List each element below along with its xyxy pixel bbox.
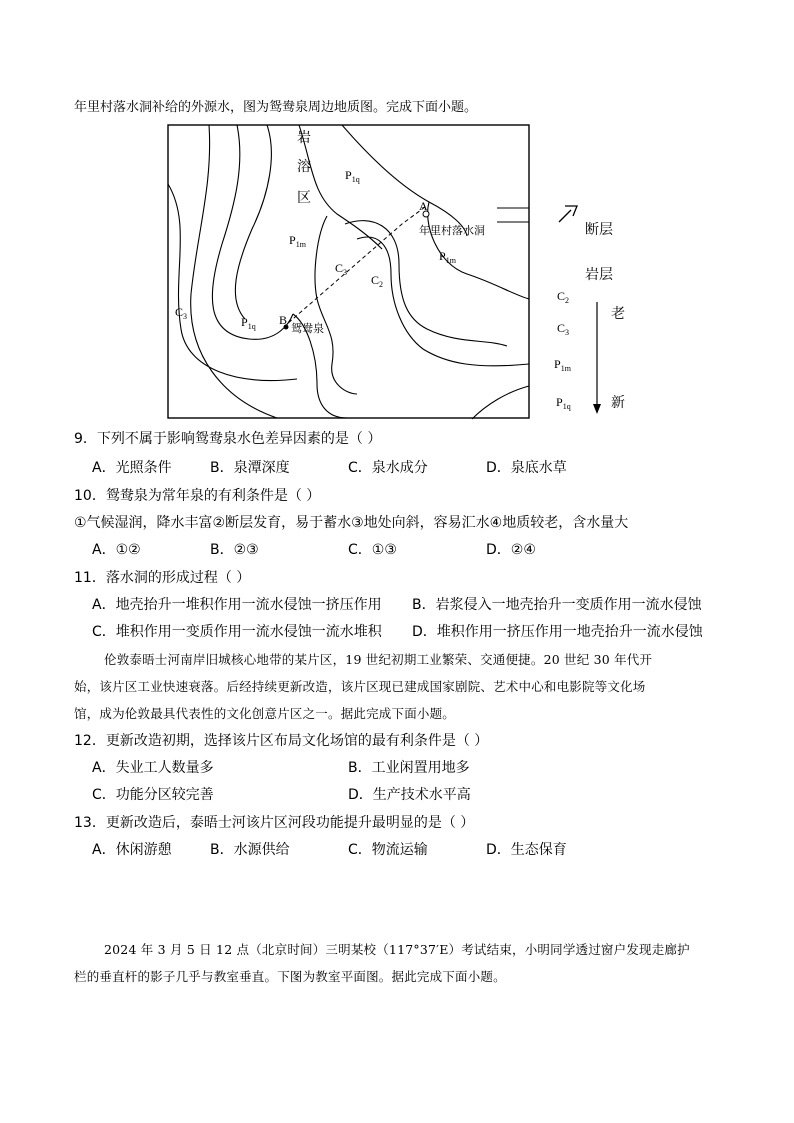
q9-option-b[interactable]: B．泉潭深度 bbox=[210, 460, 290, 476]
boundary-line bbox=[315, 216, 357, 394]
q10-conditions: ①气候湿润，降水丰富②断层发育，易于蓄水③地处向斜，容易汇水④地质较老，含水量大 bbox=[74, 515, 629, 531]
q11-option-c[interactable]: C．堆积作用一变质作用一流水侵蚀一流水堆积 bbox=[92, 624, 382, 640]
boundary-line bbox=[212, 125, 293, 339]
legend-fault-label: 断层 bbox=[585, 223, 613, 238]
geological-map bbox=[167, 124, 627, 420]
label-p1m-right: $P_{1m}$ bbox=[439, 249, 456, 265]
q11-option-b[interactable]: B．岩浆侵入一地壳抬升一变质作用一流水侵蚀 bbox=[412, 597, 702, 613]
a-b-dashed-line bbox=[287, 207, 425, 324]
q11-option-a[interactable]: A．地壳抬升一堆积作用一流水侵蚀一挤压作用 bbox=[92, 597, 382, 613]
q10-option-b[interactable]: B．②③ bbox=[210, 542, 259, 558]
karst-label-1: 岩 bbox=[297, 131, 311, 146]
label-p1q-bottom: $P_{1q}$ bbox=[241, 315, 256, 331]
q13-option-c[interactable]: C．物流运输 bbox=[348, 842, 428, 858]
q11-stem: 11．落水洞的形成过程（ ） bbox=[74, 570, 251, 586]
legend-new-label: 新 bbox=[611, 396, 625, 411]
passage2-line-2: 始，该片区工业快速衰落。后经持续更新改造，该片区现已建成国家剧院、艺术中心和电影院等文化场 bbox=[74, 679, 646, 694]
passage2-line-3: 馆，成为伦敦最具代表性的文化创意片区之一。据此完成下面小题。 bbox=[74, 706, 456, 721]
label-point-a: A bbox=[419, 199, 428, 213]
q10-option-d[interactable]: D．②④ bbox=[486, 542, 536, 558]
intro-line: 年里村落水洞补给的外源水，图为鸳鸯泉周边地质图。完成下面小题。 bbox=[74, 100, 478, 115]
label-p1m-left: $P_{1m}$ bbox=[289, 233, 306, 249]
q13-option-d[interactable]: D．生态保育 bbox=[486, 842, 567, 858]
q9-option-c[interactable]: C．泉水成分 bbox=[348, 460, 428, 476]
q9-option-a[interactable]: A．光照条件 bbox=[92, 460, 172, 476]
q11-option-d[interactable]: D．堆积作用一挤压作用一地壳抬升一流水侵蚀 bbox=[412, 624, 703, 640]
karst-label-3: 区 bbox=[297, 191, 311, 206]
q13-stem: 13．更新改造后，泰晤士河该片区河段功能提升最明显的是（ ） bbox=[74, 815, 475, 831]
fault-legend-line bbox=[559, 210, 571, 222]
q12-stem: 12．更新改造初期，选择该片区布局文化场馆的最有利条件是（ ） bbox=[74, 733, 489, 749]
q10-option-a[interactable]: A．①② bbox=[92, 542, 141, 558]
legend-item-c3: $C_3$ bbox=[557, 321, 570, 337]
boundary-line bbox=[168, 184, 297, 381]
legend-strata-label: 岩层 bbox=[585, 268, 613, 283]
label-c3-left: $C_3$ bbox=[175, 305, 188, 321]
passage3-line-2: 栏的垂直杆的影子几乎与教室垂直。下图为教室平面图。据此完成下面小题。 bbox=[74, 969, 506, 984]
q13-option-b[interactable]: B．水源供给 bbox=[210, 842, 290, 858]
q13-option-a[interactable]: A．休闲游憩 bbox=[92, 842, 172, 858]
q12-option-d[interactable]: D．生产技术水平高 bbox=[348, 787, 471, 803]
boundary-line bbox=[345, 221, 507, 346]
q9-stem: 9．下列不属于影响鸳鸯泉水色差异因素的是（ ） bbox=[74, 431, 382, 447]
q10-stem: 10．鸳鸯泉为常年泉的有利条件是（ ） bbox=[74, 488, 321, 504]
legend-item-p1m: $P_{1m}$ bbox=[554, 357, 571, 373]
boundary-line bbox=[342, 125, 467, 236]
age-arrow-head bbox=[593, 404, 601, 414]
q9-option-d[interactable]: D．泉底水草 bbox=[486, 460, 567, 476]
boundary-line bbox=[235, 125, 271, 319]
boundary-line bbox=[299, 125, 382, 249]
label-point-b: B bbox=[279, 313, 288, 327]
boundary-line bbox=[191, 125, 277, 418]
q12-option-c[interactable]: C．功能分区较完善 bbox=[92, 787, 214, 803]
label-c2: $C_2$ bbox=[371, 273, 384, 289]
passage3-line-1: 2024 年 3 月 5 日 12 点（北京时间）三明某校（117°37′E）考试结束，小明同学透过窗户发现走廊护 bbox=[104, 942, 690, 957]
label-p1q-top: $P_{1q}$ bbox=[345, 168, 360, 184]
q10-option-c[interactable]: C．①③ bbox=[348, 542, 397, 558]
karst-label-2: 溶 bbox=[297, 160, 311, 175]
legend-item-c2: $C_2$ bbox=[557, 289, 570, 305]
q12-option-b[interactable]: B．工业闲置用地多 bbox=[348, 760, 470, 776]
q12-option-a[interactable]: A．失业工人数量多 bbox=[92, 760, 214, 776]
passage2-line-1: 伦敦泰晤士河南岸旧城核心地带的某片区，19 世纪初期工业繁荣、交通便捷。20 世纪 30 年代开 bbox=[104, 652, 653, 667]
label-sinkhole: 年里村落水洞 bbox=[419, 225, 485, 237]
boundary-line bbox=[472, 386, 529, 419]
legend-old-label: 老 bbox=[611, 307, 625, 322]
legend-item-p1q: $P_{1q}$ bbox=[556, 395, 571, 411]
label-c3-center: $C_3$ bbox=[335, 261, 348, 277]
label-spring: 鸳鸯泉 bbox=[291, 323, 324, 335]
